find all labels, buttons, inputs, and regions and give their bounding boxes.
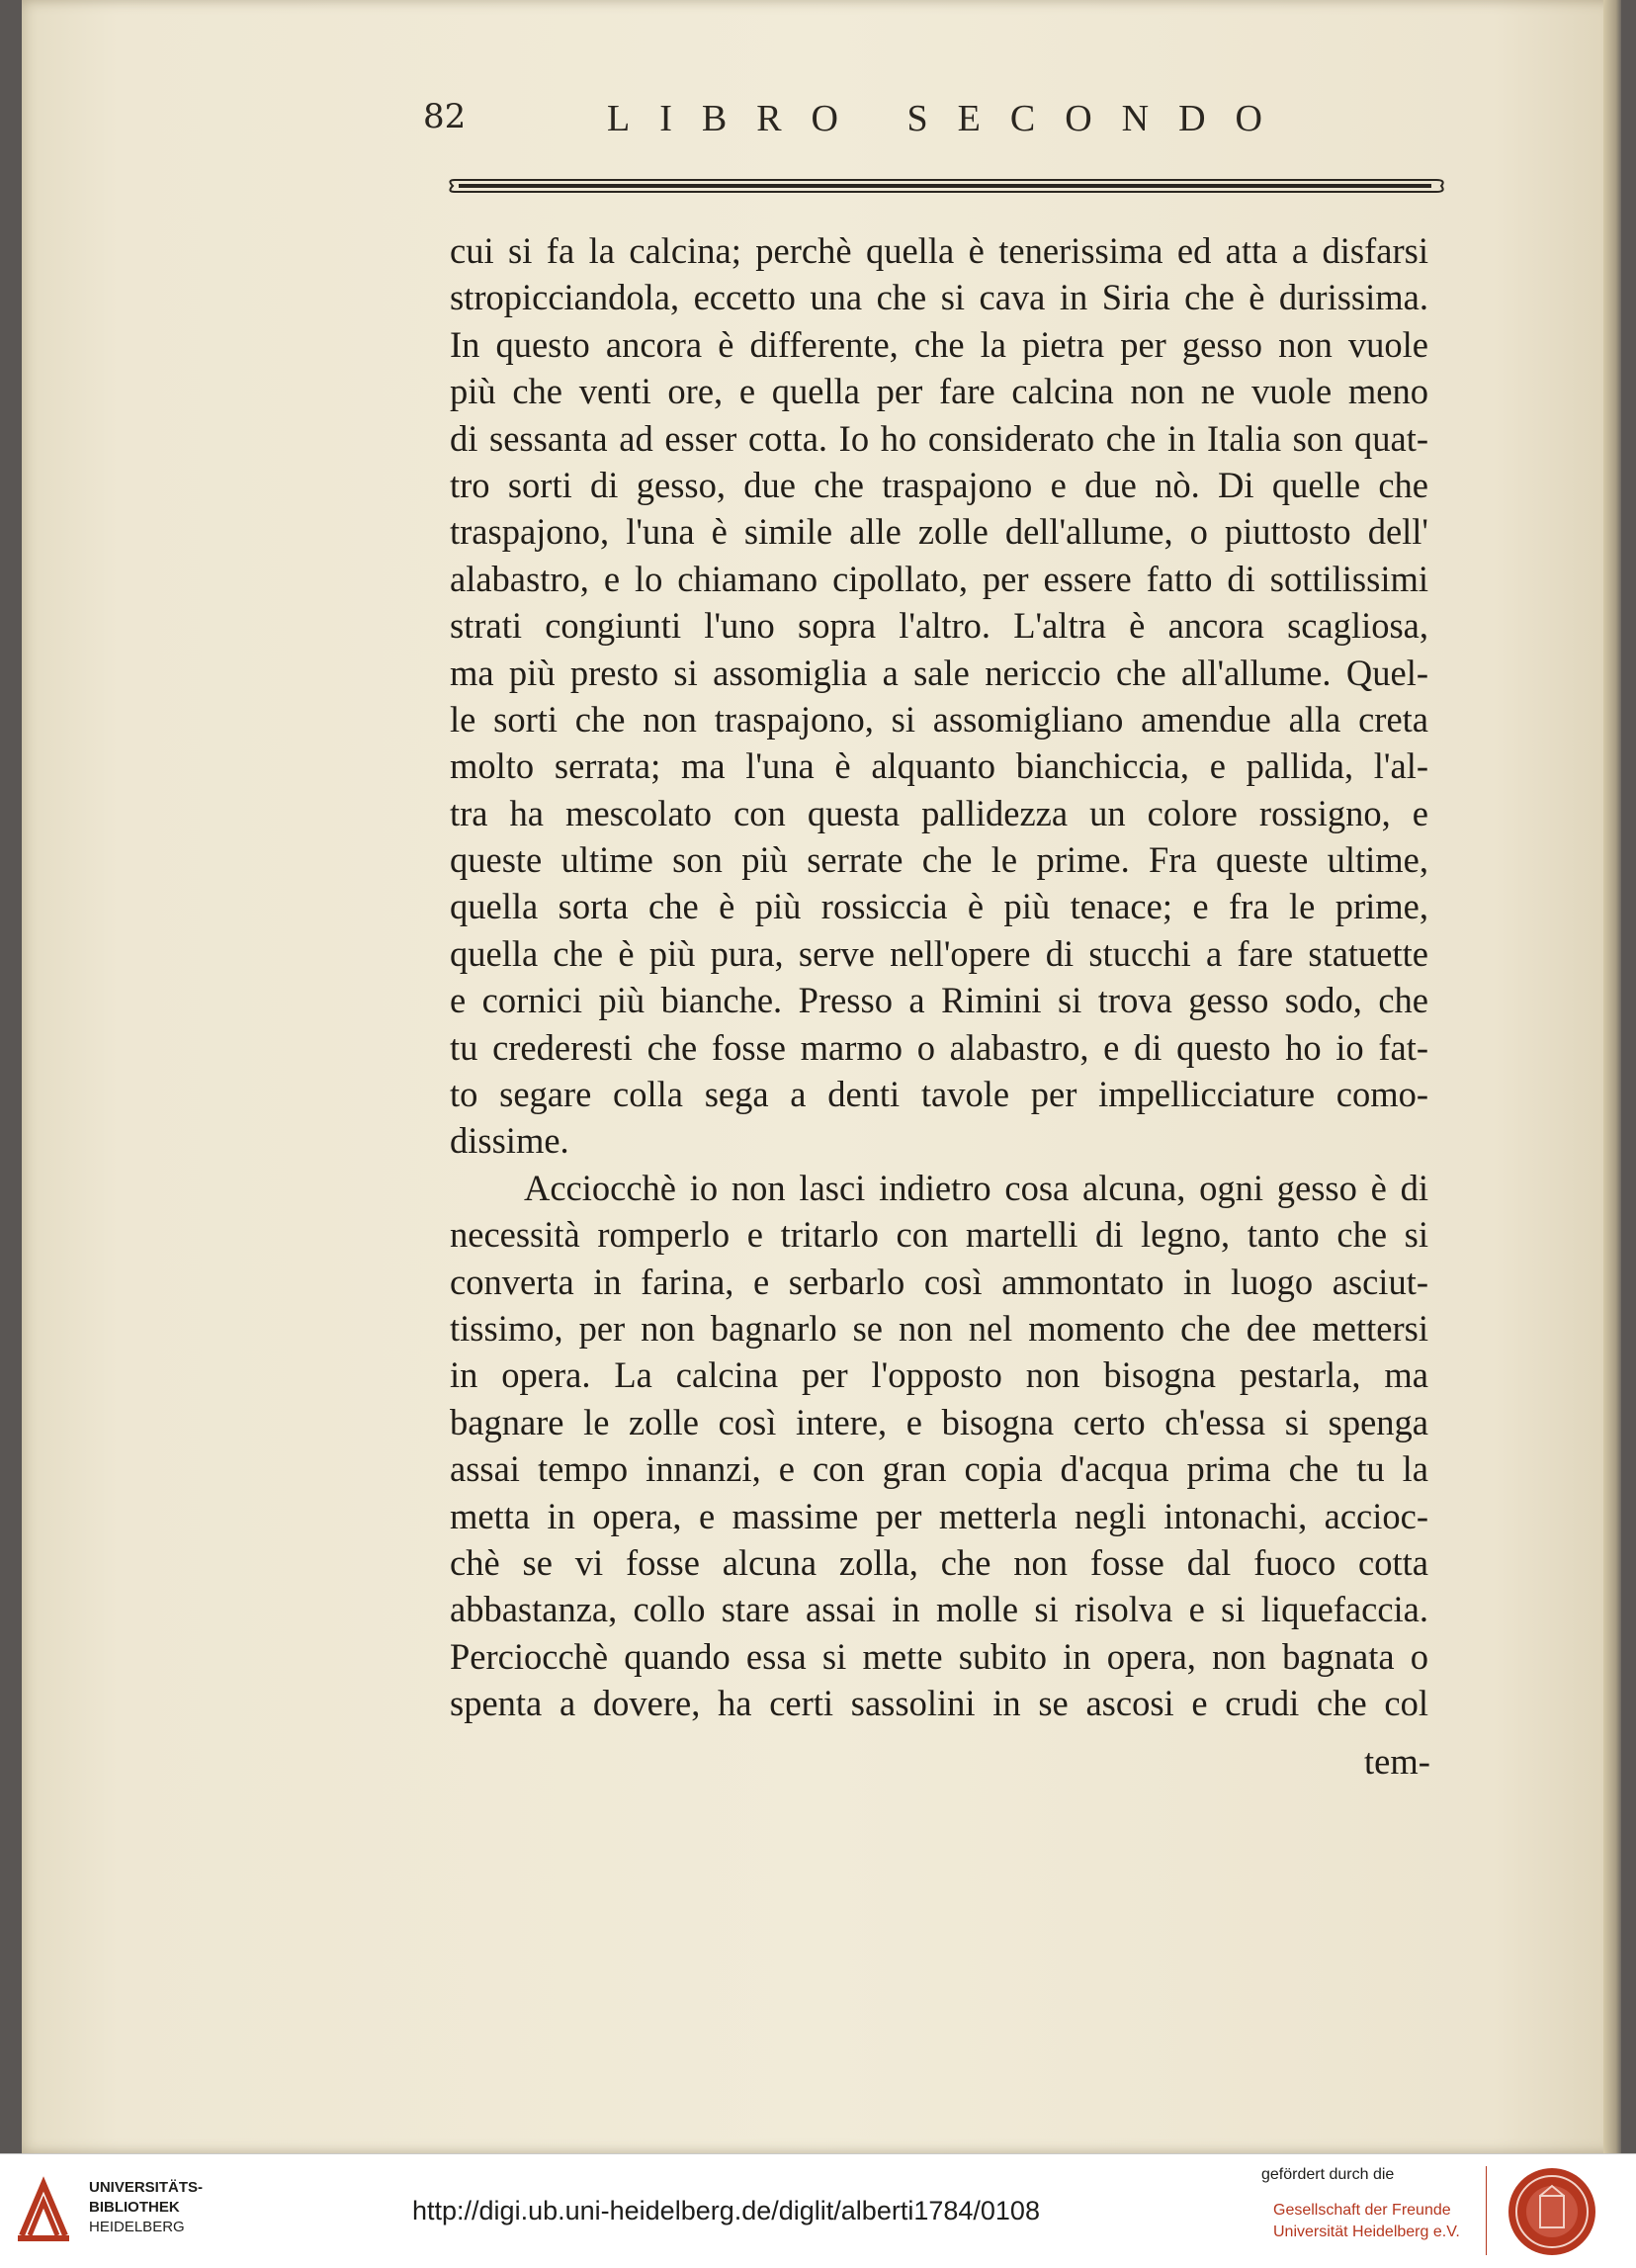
text-line: molto serrata; ma l'una è alquanto bianchiccia, e pallida, l'al-	[450, 745, 1428, 787]
sponsor-line: Gesellschaft der Freunde	[1273, 2202, 1451, 2219]
text-line: chè se vi fosse alcuna zolla, che non fosse dal fuoco cotta	[450, 1541, 1428, 1583]
text-line: Perciocchè quando essa si mette subito in opera, non bagnata o	[450, 1635, 1428, 1677]
text-line: converta in farina, e serbarlo così ammontato in luogo asciut-	[450, 1261, 1428, 1302]
ornamental-rule	[445, 176, 1448, 196]
text-line: alabastro, e lo chiamano cipollato, per essere fatto di sottilissimi	[450, 558, 1428, 599]
footer-bar	[0, 2153, 1636, 2268]
text-line: tro sorti di gesso, due che traspajono e due nò. Di quelle che	[450, 464, 1428, 505]
sponsor-label: gefördert durch die	[1261, 2166, 1395, 2183]
sponsor-name	[1273, 2200, 1460, 2243]
library-name	[89, 2178, 203, 2237]
library-line: BIBLIOTHEK	[89, 2199, 180, 2216]
library-line: UNIVERSITÄTS-	[89, 2179, 204, 2196]
text-line: stropicciandola, eccetto una che si cava in Siria che è durissima.	[450, 277, 1428, 318]
text-line: traspajono, l'una è simile alle zolle dell'allume, o piuttosto dell'	[450, 511, 1428, 553]
text-line: più che venti ore, e quella per fare calcina non ne vuole meno	[450, 371, 1428, 412]
sponsor-divider	[1486, 2166, 1487, 2255]
text-line: cui si fa la calcina; perchè quella è tenerissima ed atta a disfarsi	[450, 230, 1428, 271]
text-line: In questo ancora è differente, che la pietra per gesso non vuole	[450, 323, 1428, 365]
text-line: assai tempo innanzi, e con gran copia d'acqua prima che tu la	[450, 1448, 1428, 1490]
text-line: tra ha mescolato con questa pallidezza un colore rossigno, e	[450, 792, 1428, 833]
text-line: le sorti che non traspajono, si assomigliano amendue alla creta	[450, 698, 1428, 740]
text-line: di sessanta ad esser cotta. Io ho considerato che in Italia son quat-	[450, 417, 1428, 459]
text-line: to segare colla sega a denti tavole per impellicciature como-	[450, 1074, 1428, 1115]
text-line: tissimo, per non bagnarlo se non nel momento che dee mettersi	[450, 1307, 1428, 1349]
text-line: necessità romperlo e tritarlo con martelli di legno, tanto che si	[450, 1214, 1428, 1256]
text-line: strati congiunti l'uno sopra l'altro. L'altra è ancora scagliosa,	[450, 605, 1428, 647]
running-head	[423, 97, 1313, 146]
text-line: in opera. La calcina per l'opposto non bisogna pestarla, ma	[450, 1354, 1428, 1396]
sponsor-line: Universität Heidelberg e.V.	[1273, 2224, 1460, 2240]
university-seal-icon	[1507, 2166, 1597, 2257]
library-line: HEIDELBERG	[89, 2219, 185, 2235]
text-line: quella che è più pura, serve nell'opere di stucchi a fare statuette	[450, 932, 1428, 974]
text-line: e cornici più bianche. Presso a Rimini si trova gesso sodo, che	[450, 980, 1428, 1021]
university-library-logo-icon	[14, 2176, 73, 2245]
text-line: Acciocchè io non lasci indietro cosa alcuna, ogni gesso è di	[524, 1167, 1428, 1208]
text-line: quella sorta che è più rossiccia è più tenace; e fra le prime,	[450, 886, 1428, 927]
text-line: metta in opera, e massime per metterla negli intonachi, accioc-	[450, 1495, 1428, 1536]
text-line: tu crederesti che fosse marmo o alabastro, e di questo ho io fat-	[450, 1026, 1428, 1068]
text-line: dissime.	[450, 1120, 569, 1162]
body-text	[450, 227, 1428, 1727]
text-line: bagnare le zolle così intere, e bisogna certo ch'essa si spenga	[450, 1401, 1428, 1442]
permalink-url[interactable]: http://digi.ub.uni-heidelberg.de/diglit/alberti1784/0108	[412, 2196, 1040, 2225]
text-line: ma più presto si assomiglia a sale nericcio che all'allume. Quel-	[450, 652, 1428, 693]
text-line: spenta a dovere, ha certi sassolini in se ascosi e crudi che col	[450, 1683, 1428, 1724]
catchword: tem-	[1364, 1741, 1430, 1782]
text-line: abbastanza, collo stare assai in molle si risolva e si liquefaccia.	[450, 1589, 1428, 1630]
running-title: LIBRO SECONDO	[607, 98, 1292, 139]
page-number: 82	[423, 97, 467, 136]
text-line: queste ultime son più serrate che le prime. Fra queste ultime,	[450, 839, 1428, 881]
page-edge	[1603, 0, 1621, 2153]
